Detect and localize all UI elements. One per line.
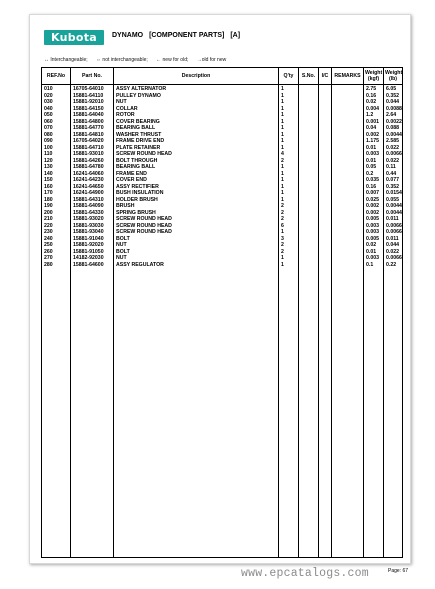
cell-ref-no: 270: [42, 255, 71, 262]
cell-weight-lb: 0.44: [384, 171, 403, 178]
cell-description: NUT: [114, 242, 279, 249]
cell-weight-kgf: 0.035: [364, 177, 384, 184]
cell-weight-kgf: 0.005: [364, 216, 384, 223]
empty-cell: [114, 268, 279, 558]
cell-ref-no: 120: [42, 158, 71, 165]
cell-ref-no: 040: [42, 106, 71, 113]
cell-weight-kgf: 0.01: [364, 249, 384, 256]
cell-weight-lb: 0.352: [384, 184, 403, 191]
cell-weight-lb: 2.585: [384, 138, 403, 145]
cell-weight-lb: 6.05: [384, 85, 403, 93]
cell-ref-no: 020: [42, 93, 71, 100]
cell-part-no: 15881-64780: [71, 164, 114, 171]
cell-description: BOLT THROUGH: [114, 158, 279, 165]
cell-part-no: 14182-92030: [71, 255, 114, 262]
weight-kgf-label: Weight: [365, 70, 383, 76]
header-serial-no: S.No.: [299, 68, 319, 85]
cell-part-no: 15881-93030: [71, 223, 114, 230]
legend-interchangeable: ↔ Interchangeable;: [44, 57, 88, 63]
cell-ref-no: 210: [42, 216, 71, 223]
cell-weight-kgf: 0.02: [364, 99, 384, 106]
cell-quantity: 2: [279, 158, 299, 165]
cell-serial-no: [299, 85, 319, 93]
cell-weight-kgf: 0.002: [364, 203, 384, 210]
title-assembly: DYNAMO: [112, 32, 144, 39]
cell-weight-lb: 0.0044: [384, 210, 403, 217]
cell-weight-kgf: 0.02: [364, 242, 384, 249]
cell-part-no: 15881-64260: [71, 158, 114, 165]
cell-part-no: 15881-91050: [71, 249, 114, 256]
cell-weight-kgf: 0.004: [364, 106, 384, 113]
cell-quantity: 1: [279, 229, 299, 236]
cell-weight-kgf: 0.001: [364, 119, 384, 126]
cell-ref-no: 030: [42, 99, 71, 106]
cell-description: SCREW ROUND HEAD: [114, 223, 279, 230]
cell-part-no: 15881-93010: [71, 151, 114, 158]
cell-weight-kgf: 0.1: [364, 262, 384, 269]
cell-weight-kgf: 0.003: [364, 229, 384, 236]
cell-part-no: 16241-64230: [71, 177, 114, 184]
cell-ref-no: 260: [42, 249, 71, 256]
cell-quantity: 1: [279, 184, 299, 191]
cell-description: HOLDER BRUSH: [114, 197, 279, 204]
cell-quantity: 1: [279, 145, 299, 152]
cell-quantity: 1: [279, 132, 299, 139]
cell-ref-no: 140: [42, 171, 71, 178]
cell-weight-kgf: 0.025: [364, 197, 384, 204]
header-ref-no: REF.No: [42, 68, 71, 85]
cell-ref-no: 100: [42, 145, 71, 152]
cell-weight-lb: 0.022: [384, 145, 403, 152]
cell-part-no: 16241-64900: [71, 190, 114, 197]
cell-quantity: 1: [279, 106, 299, 113]
empty-cell: [279, 268, 299, 558]
cell-ref-no: 160: [42, 184, 71, 191]
cell-part-no: 15881-64600: [71, 262, 114, 269]
cell-ref-no: 280: [42, 262, 71, 269]
cell-quantity: 1: [279, 164, 299, 171]
cell-weight-lb: 0.0154: [384, 190, 403, 197]
cell-description: SCREW ROUND HEAD: [114, 229, 279, 236]
cell-weight-lb: 0.0066: [384, 229, 403, 236]
cell-quantity: 1: [279, 93, 299, 100]
cell-ref-no: 170: [42, 190, 71, 197]
cell-weight-lb: 0.0022: [384, 119, 403, 126]
cell-ref-no: 150: [42, 177, 71, 184]
page-number: Page: 67: [388, 568, 409, 574]
cell-quantity: 3: [279, 236, 299, 243]
cell-quantity: 1: [279, 138, 299, 145]
cell-weight-lb: 2.64: [384, 112, 403, 119]
cell-ref-no: 250: [42, 242, 71, 249]
cell-description: COVER END: [114, 177, 279, 184]
cell-description: BUSH INSULATION: [114, 190, 279, 197]
cell-weight-lb: 0.0044: [384, 132, 403, 139]
cell-weight-kgf: 0.01: [364, 158, 384, 165]
cell-weight-lb: 0.011: [384, 216, 403, 223]
cell-quantity: 1: [279, 262, 299, 269]
cell-part-no: 15881-93020: [71, 216, 114, 223]
cell-weight-kgf: 0.01: [364, 145, 384, 152]
cell-quantity: 1: [279, 171, 299, 178]
weight-lb-label: Weight: [385, 70, 403, 76]
cell-part-no: 15881-64110: [71, 93, 114, 100]
cell-weight-lb: 0.011: [384, 236, 403, 243]
cell-weight-kgf: 0.003: [364, 255, 384, 262]
weight-kgf-unit: (kgf): [367, 76, 380, 82]
cell-part-no: 15881-64040: [71, 112, 114, 119]
cell-weight-kgf: 1.2: [364, 112, 384, 119]
cell-quantity: 2: [279, 242, 299, 249]
cell-ref-no: 070: [42, 125, 71, 132]
cell-ref-no: 080: [42, 132, 71, 139]
title-section: [COMPONENT PARTS]: [149, 32, 225, 39]
cell-quantity: 1: [279, 112, 299, 119]
cell-part-no: 15881-92010: [71, 99, 114, 106]
cell-weight-kgf: 0.003: [364, 223, 384, 230]
cell-description: BRUSH: [114, 203, 279, 210]
header-description: Description: [114, 68, 279, 85]
cell-quantity: 1: [279, 177, 299, 184]
legend-old-for-new: →old for new: [196, 57, 227, 63]
cell-weight-lb: 0.352: [384, 93, 403, 100]
weight-lb-unit: (lb): [388, 76, 398, 82]
empty-cell: [364, 268, 384, 558]
cell-part-no: 15881-92020: [71, 242, 114, 249]
cell-part-no: 15881-64800: [71, 119, 114, 126]
empty-cell: [319, 268, 332, 558]
cell-description: SCREW ROUND HEAD: [114, 151, 279, 158]
empty-cell: [332, 268, 364, 558]
cell-weight-kgf: 0.002: [364, 132, 384, 139]
table-row: [42, 85, 403, 93]
cell-description: ASSY REGULATOR: [114, 262, 279, 269]
cell-description: COVER BEARING: [114, 119, 279, 126]
cell-interchange: [319, 85, 332, 93]
cell-weight-kgf: 0.05: [364, 164, 384, 171]
site-watermark: www.epcatalogs.com: [241, 567, 369, 580]
empty-cell: [299, 268, 319, 558]
cell-part-no: 15881-93040: [71, 229, 114, 236]
cell-ref-no: 060: [42, 119, 71, 126]
cell-part-no: 16241-64060: [71, 171, 114, 178]
cell-part-no: 16241-64650: [71, 184, 114, 191]
cell-ref-no: 190: [42, 203, 71, 210]
cell-part-no: 15881-64150: [71, 106, 114, 113]
cell-quantity: 6: [279, 223, 299, 230]
cell-part-no: 15881-64090: [71, 203, 114, 210]
cell-description: BOLT: [114, 236, 279, 243]
cell-ref-no: 230: [42, 229, 71, 236]
cell-weight-lb: 0.22: [384, 262, 403, 269]
cell-description: FRAME DRIVE END: [114, 138, 279, 145]
cell-ref-no: 130: [42, 164, 71, 171]
cell-weight-lb: 0.044: [384, 99, 403, 106]
cell-quantity: 1: [279, 255, 299, 262]
cell-description: SPRING BRUSH: [114, 210, 279, 217]
cell-description: ASSY ALTERNATOR: [114, 85, 279, 93]
cell-quantity: 2: [279, 203, 299, 210]
cell-weight-lb: 0.044: [384, 242, 403, 249]
cell-remarks: [332, 85, 364, 93]
cell-description: NUT: [114, 99, 279, 106]
cell-part-no: 15881-64310: [71, 197, 114, 204]
cell-weight-lb: 0.077: [384, 177, 403, 184]
cell-quantity: 1: [279, 197, 299, 204]
cell-ref-no: 010: [42, 85, 71, 93]
cell-part-no: 15881-64770: [71, 125, 114, 132]
cell-weight-kgf: 0.16: [364, 93, 384, 100]
cell-weight-kgf: 0.04: [364, 125, 384, 132]
cell-quantity: 1: [279, 190, 299, 197]
cell-weight-kgf: 0.005: [364, 236, 384, 243]
cell-weight-kgf: 0.002: [364, 210, 384, 217]
cell-part-no: 16705-64020: [71, 138, 114, 145]
title-variant: [A]: [230, 32, 241, 39]
cell-weight-lb: 0.0088: [384, 106, 403, 113]
legend-new-for-old: ← new for old;: [156, 57, 189, 63]
cell-quantity: 1: [279, 119, 299, 126]
cell-quantity: 2: [279, 216, 299, 223]
cell-weight-lb: 0.0066: [384, 223, 403, 230]
parts-table: [41, 67, 403, 558]
cell-weight-kgf: 0.003: [364, 151, 384, 158]
cell-weight-kgf: 1.175: [364, 138, 384, 145]
cell-part-no: 16705-64010: [71, 85, 114, 93]
cell-description: BOLT: [114, 249, 279, 256]
cell-part-no: 15881-64810: [71, 132, 114, 139]
cell-weight-kgf: 0.007: [364, 190, 384, 197]
cell-ref-no: 090: [42, 138, 71, 145]
empty-cell: [71, 268, 114, 558]
cell-weight-lb: 0.055: [384, 197, 403, 204]
cell-ref-no: 200: [42, 210, 71, 217]
cell-description: BEARING BALL: [114, 125, 279, 132]
cell-quantity: 4: [279, 151, 299, 158]
cell-part-no: 15881-64330: [71, 210, 114, 217]
header-interchange: I/C: [319, 68, 332, 85]
empty-cell: [384, 268, 403, 558]
cell-quantity: 1: [279, 85, 299, 93]
parts-table-body: [42, 85, 403, 558]
cell-ref-no: 050: [42, 112, 71, 119]
cell-weight-lb: 0.088: [384, 125, 403, 132]
cell-part-no: 15881-64710: [71, 145, 114, 152]
cell-description: ROTOR: [114, 112, 279, 119]
cell-ref-no: 220: [42, 223, 71, 230]
cell-description: BEARING BALL: [114, 164, 279, 171]
empty-cell: [42, 268, 71, 558]
header-quantity: Q'ty: [279, 68, 299, 85]
cell-weight-lb: 0.0044: [384, 203, 403, 210]
cell-description: FRAME END: [114, 171, 279, 178]
cell-quantity: 1: [279, 99, 299, 106]
cell-weight-lb: 0.022: [384, 249, 403, 256]
cell-ref-no: 240: [42, 236, 71, 243]
cell-quantity: 1: [279, 125, 299, 132]
cell-description: COLLAR: [114, 106, 279, 113]
cell-ref-no: 180: [42, 197, 71, 204]
cell-quantity: 2: [279, 210, 299, 217]
cell-description: PLATE RETAINER: [114, 145, 279, 152]
header-remarks: REMARKS: [332, 68, 364, 85]
cell-weight-lb: 0.11: [384, 164, 403, 171]
cell-part-no: 15881-91040: [71, 236, 114, 243]
header-weight-lb: [384, 68, 403, 85]
page-title: [112, 32, 244, 39]
interchangeability-legend: [44, 57, 233, 63]
cell-weight-kgf: 0.16: [364, 184, 384, 191]
cell-quantity: 2: [279, 249, 299, 256]
cell-weight-kgf: 2.75: [364, 85, 384, 93]
cell-description: NUT: [114, 255, 279, 262]
cell-weight-lb: 0.0066: [384, 255, 403, 262]
cell-description: SCREW ROUND HEAD: [114, 216, 279, 223]
header-weight-kgf: [364, 68, 384, 85]
legend-not-interchangeable: ⇔ not interchangeable;: [96, 57, 148, 63]
cell-weight-lb: 0.022: [384, 158, 403, 165]
cell-description: PULLEY DYNAMO: [114, 93, 279, 100]
kubota-logo: Kubota: [44, 30, 104, 45]
header-part-no: Part No.: [71, 68, 114, 85]
cell-description: WASHER THRUST: [114, 132, 279, 139]
table-filler-row: [42, 268, 403, 558]
cell-weight-kgf: 0.2: [364, 171, 384, 178]
cell-description: ASSY RECTIFIER: [114, 184, 279, 191]
table-header-row: [42, 68, 403, 85]
cell-ref-no: 110: [42, 151, 71, 158]
cell-weight-lb: 0.0066: [384, 151, 403, 158]
